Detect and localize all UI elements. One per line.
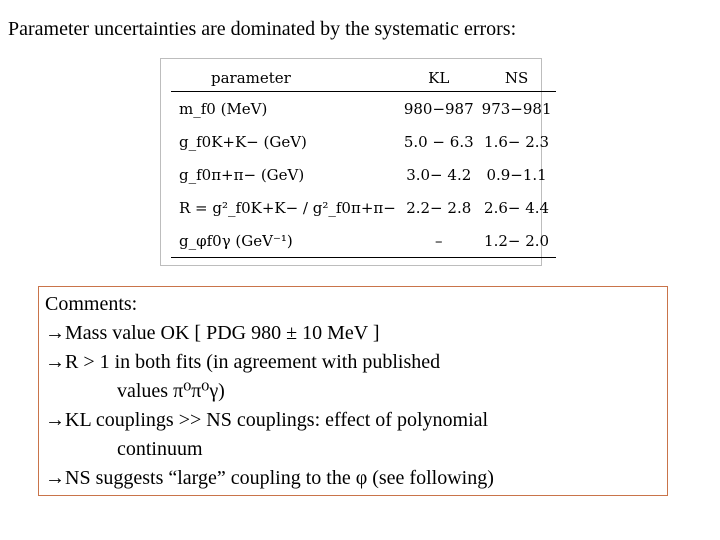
table-row: [171, 191, 556, 224]
kl-cell: 5.0 − 6.3: [403, 132, 474, 151]
ns-cell: 2.6− 4.4: [484, 198, 550, 217]
param-cell: m_f0 (MeV): [179, 99, 268, 118]
comment-text: KL couplings >> NS couplings: effect of polynomial: [65, 409, 489, 431]
table-row: [171, 158, 556, 191]
table-header-row: [171, 65, 556, 92]
arrow-icon: →: [45, 467, 65, 489]
parameter-table: [171, 65, 556, 258]
comment-line-continuation: [45, 377, 667, 406]
comment-text: NS suggests “large” coupling to the φ (see following): [65, 467, 494, 489]
header-ns: NS: [504, 69, 529, 87]
comment-line: [45, 406, 667, 435]
table-row: [171, 224, 556, 258]
comment-text: R > 1 in both fits (in agreement with published: [65, 351, 441, 373]
ns-cell: 973−981: [481, 99, 552, 118]
comment-line: [45, 464, 667, 493]
comment-text: continuum: [117, 438, 203, 460]
comment-line: [45, 319, 667, 348]
header-kl: KL: [428, 69, 450, 87]
comment-line: [45, 348, 667, 377]
param-cell: g_f0K+K− (GeV): [179, 132, 307, 151]
arrow-icon: →: [45, 351, 65, 373]
kl-cell: 980−987: [403, 99, 474, 118]
param-cell: g_f0π+π− (GeV): [179, 165, 305, 184]
table-row: [171, 92, 556, 126]
comment-line-continuation: [45, 435, 667, 464]
param-cell: R = g²_f0K+K− / g²_f0π+π−: [179, 198, 396, 217]
ns-cell: 1.2− 2.0: [484, 231, 550, 250]
arrow-icon: →: [45, 409, 65, 431]
ns-cell: 0.9−1.1: [486, 165, 547, 184]
header-parameter: parameter: [211, 69, 291, 87]
table-row: [171, 125, 556, 158]
param-cell: g_φf0γ (GeV⁻¹): [179, 231, 293, 250]
kl-cell: 3.0− 4.2: [406, 165, 472, 184]
arrow-icon: →: [45, 322, 65, 344]
comments-box: [38, 286, 668, 496]
comments-heading: Comments:: [45, 293, 138, 315]
kl-cell: 2.2− 2.8: [406, 198, 472, 217]
kl-cell: –: [434, 231, 443, 250]
ns-cell: 1.6− 2.3: [484, 132, 550, 151]
comment-text: Mass value OK [ PDG 980 ± 10 MeV ]: [65, 322, 380, 344]
slide-title: Parameter uncertainties are dominated by the systematic errors:: [8, 18, 517, 40]
comment-text: values π⁰π⁰γ): [117, 380, 225, 402]
parameter-table-image: [160, 58, 552, 266]
